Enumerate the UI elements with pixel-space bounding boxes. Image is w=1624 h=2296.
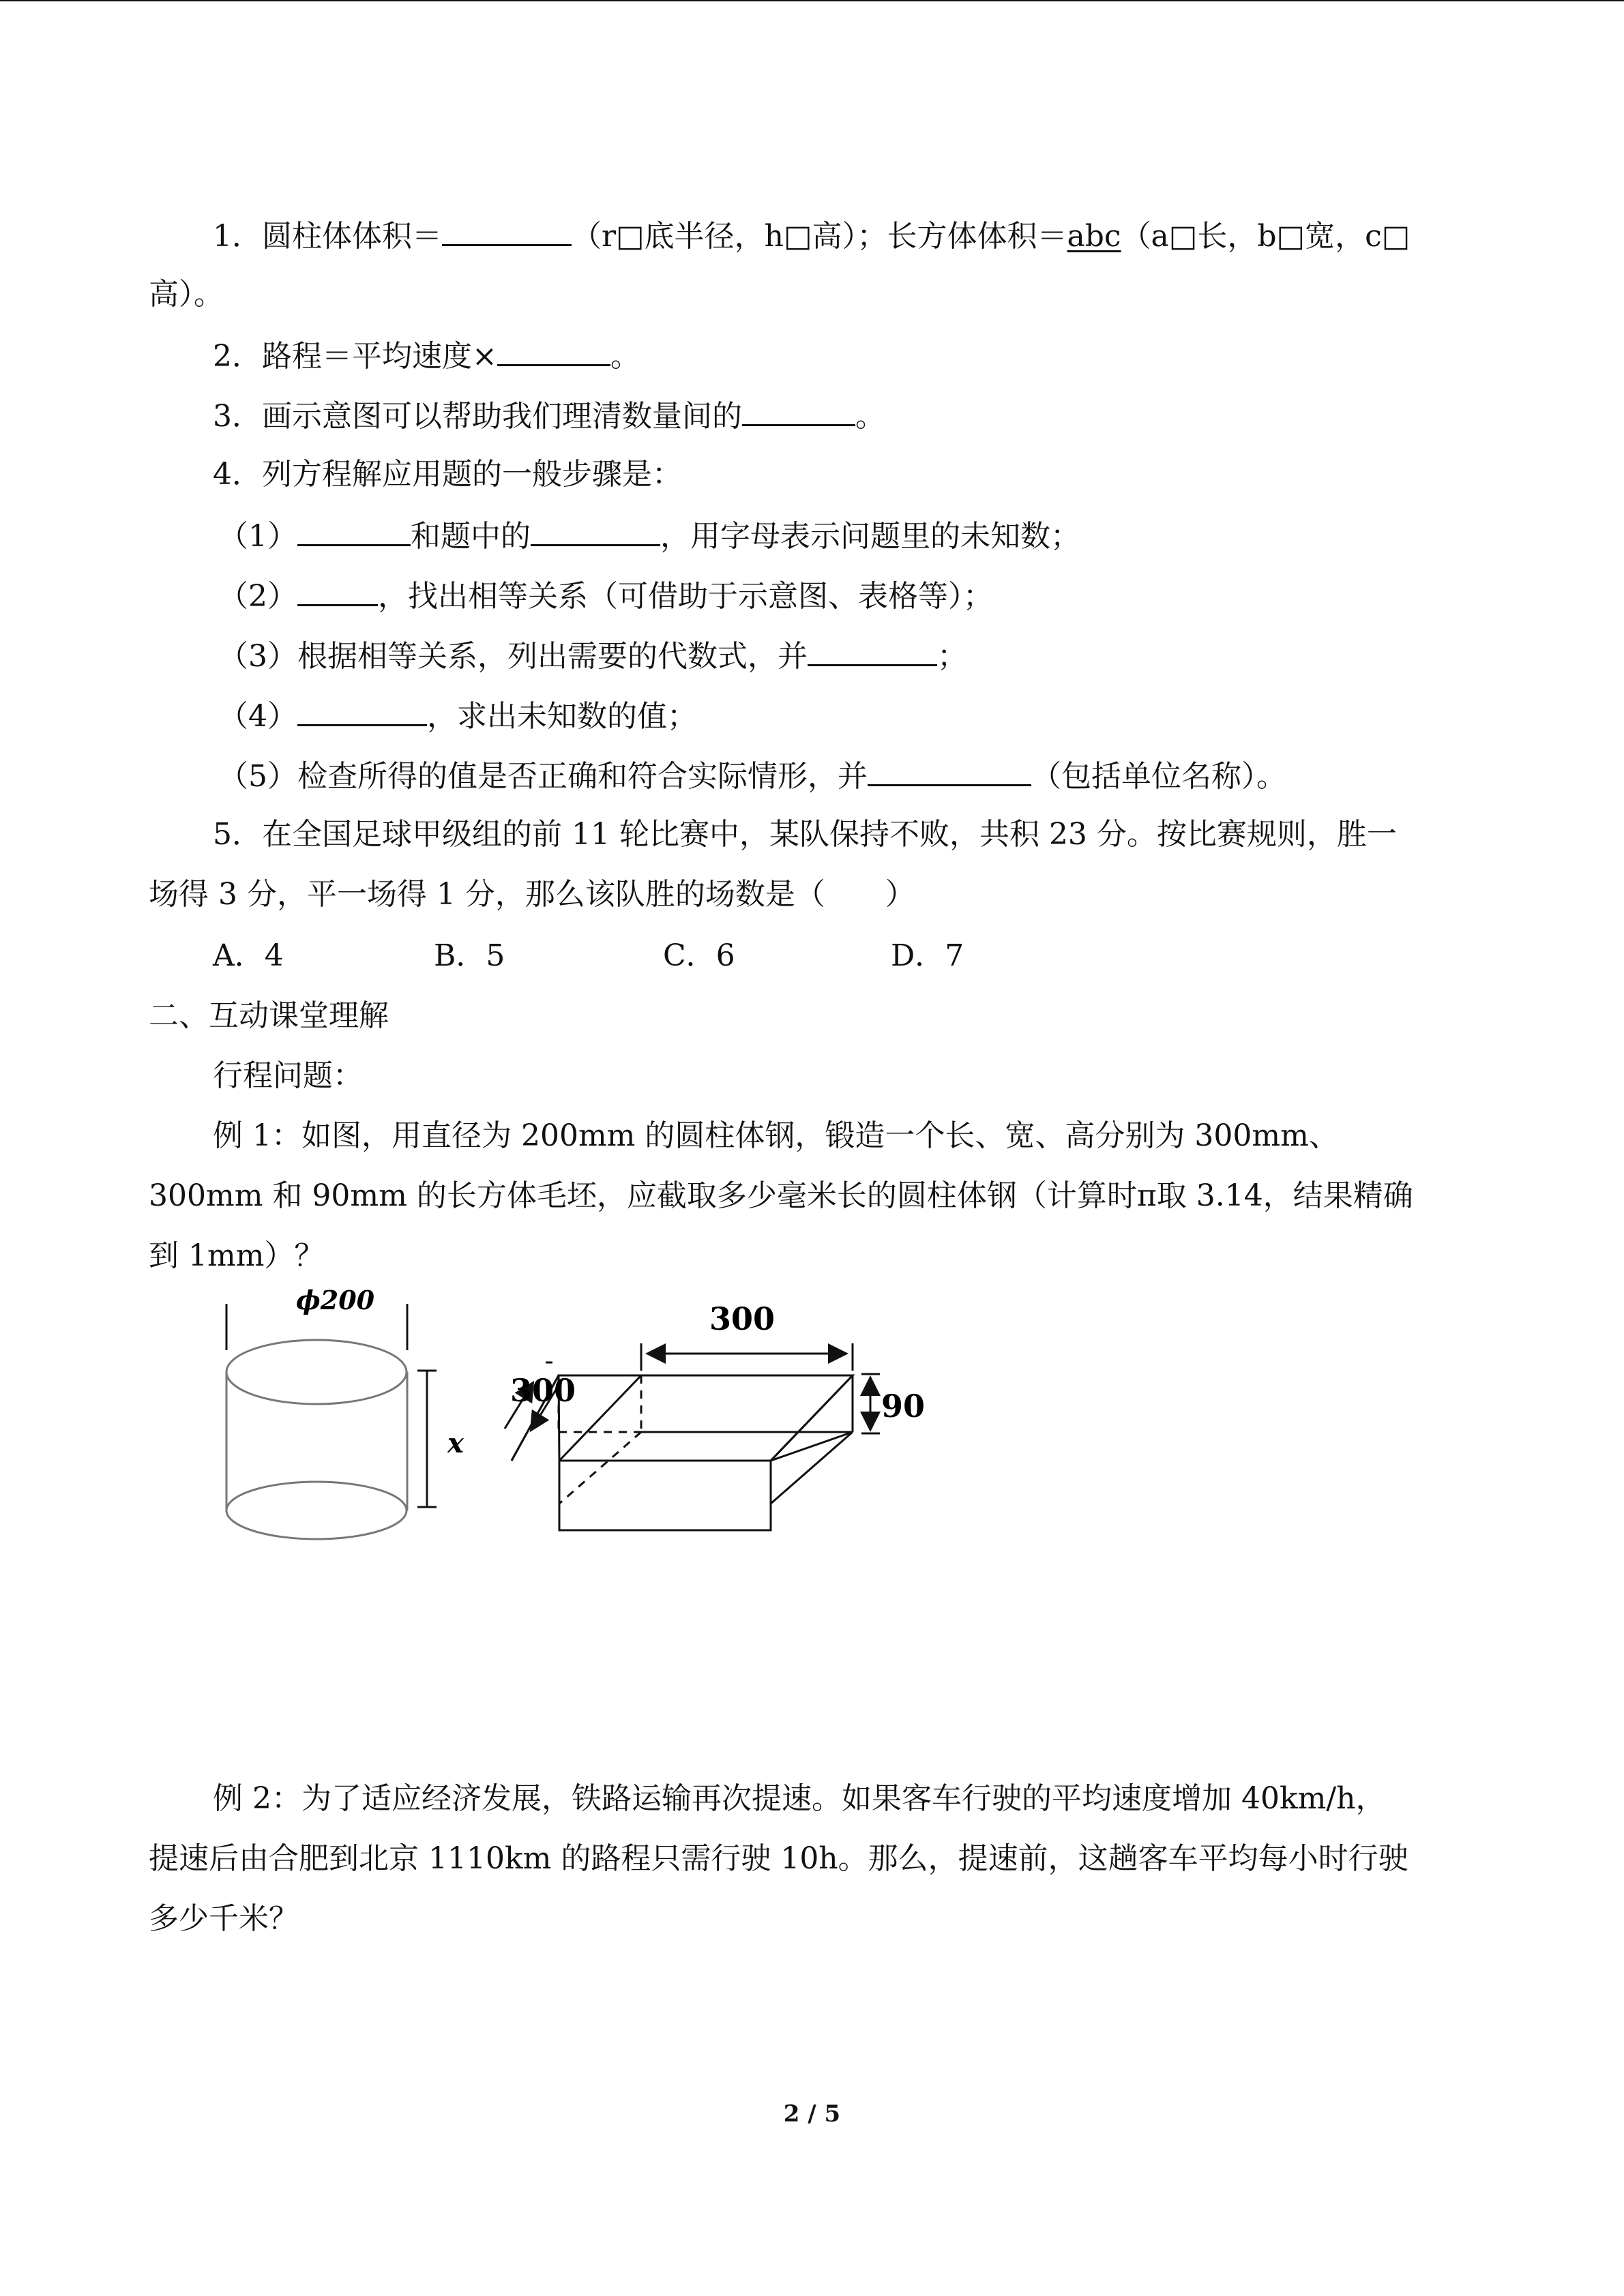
option-b: B．5 [434, 938, 505, 973]
page-number: 2 / 5 [783, 2100, 841, 2128]
step-1: （1） 和题中的 ，用字母表示问题里的未知数； [218, 514, 1080, 557]
option-c: C．6 [663, 938, 735, 973]
question-1-line1: 1．圆柱体体积＝ （r□底半径，h□高）；长方体体积＝abc（a□长，b□宽，c□ [213, 214, 1410, 257]
cuboid-front [559, 1375, 853, 1530]
cylinder-height-bracket [417, 1371, 437, 1507]
length-dimension [641, 1343, 853, 1371]
question-3: 3．画示意图可以帮助我们理清数量间的 。 [213, 394, 885, 437]
blank [868, 754, 1031, 786]
step-3: （3）根据相等关系，列出需要的代数式，并 ； [218, 634, 967, 677]
top-border [0, 0, 1624, 1]
question-2: 2．路程＝平均速度× 。 [213, 334, 640, 377]
question-5-line1: 5．在全国足球甲级组的前 11 轮比赛中，某队保持不败，共积 23 分。按比赛规则，胜一 [213, 817, 1397, 852]
step-2: （2） ，找出相等关系（可借助于示意图、表格等）； [218, 574, 993, 617]
blank [297, 694, 427, 726]
sub-heading: 行程问题： [213, 1058, 363, 1093]
blank [297, 574, 378, 606]
step-4: （4） ，求出未知数的值； [218, 694, 697, 737]
example-1-line1: 例 1：如图，用直径为 200mm 的圆柱体钢，锻造一个长、宽、高分别为 300mm、 [213, 1118, 1339, 1153]
example-2-line1: 例 2：为了适应经济发展，铁路运输再次提速。如果客车行驶的平均速度增加 40km/h， [213, 1781, 1386, 1816]
question-4: 4．列方程解应用题的一般步骤是： [213, 457, 682, 492]
step-5: （5）检查所得的值是否正确和符合实际情形，并 （包括单位名称）。 [218, 754, 1286, 797]
blank [497, 334, 610, 366]
cylinder-height-label: x [447, 1427, 464, 1459]
height-dimension [861, 1374, 880, 1433]
cylinder-diameter-label: ϕ200 [296, 1285, 375, 1315]
blank [808, 634, 937, 666]
blank [742, 394, 855, 426]
geometry-figure [205, 1282, 955, 1555]
example-1-line3: 到 1mm）？ [149, 1238, 325, 1273]
blank [531, 514, 660, 546]
section-heading: 二、互动课堂理解 [149, 998, 389, 1033]
option-a: A．4 [213, 938, 284, 973]
example-1-line2: 300mm 和 90mm 的长方体毛坯，应截取多少毫米长的圆柱体钢（计算时π取 3.14，结果精确 [149, 1178, 1413, 1213]
example-2-line3: 多少千米？ [149, 1901, 299, 1936]
cuboid-width-label: 300 [510, 1372, 576, 1409]
question-5-line2: 场得 3 分，平一场得 1 分，那么该队胜的场数是（ ） [149, 877, 915, 912]
blank [297, 514, 411, 546]
cuboid-length-label: 300 [709, 1300, 776, 1337]
option-d: D．7 [891, 938, 964, 973]
question-1-line2: 高）。 [149, 277, 224, 312]
cylinder [226, 1304, 407, 1539]
blank [442, 214, 572, 246]
example-2-line2: 提速后由合肥到北京 1110km 的路程只需行驶 10h。那么，提速前，这趟客车平均每小时行驶 [149, 1841, 1408, 1876]
cuboid-height-label: 90 [881, 1388, 926, 1425]
